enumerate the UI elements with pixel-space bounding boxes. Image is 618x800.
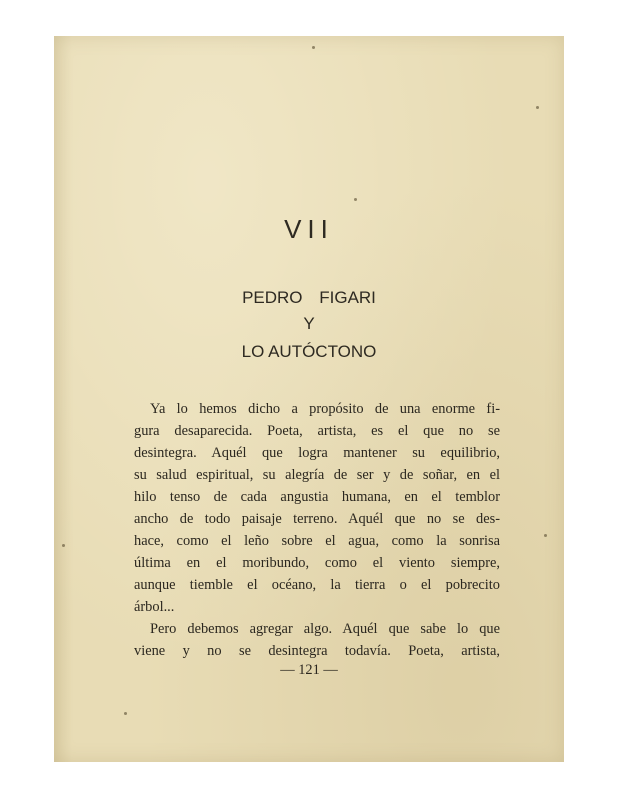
body-line: árbol... [134,599,175,615]
body-line: última en el moribundo, como el viento siempre, [134,555,500,571]
body-line: su salud espiritual, su alegría de ser y de soñar, en el [134,467,500,483]
body-line: viene y no se desintegra todavía. Poeta, artista, [134,643,500,659]
body-line: Pero debemos agregar algo. Aquél que sabe lo que [150,621,500,637]
paper-speck [62,544,65,547]
body-line: hace, como el leño sobre el agua, como la sonrisa [134,533,500,549]
body-line: Ya lo hemos dicho a propósito de una enorme fi- [150,401,500,417]
body-line: ancho de todo paisaje terreno. Aquél que no se des- [134,511,500,527]
chapter-title-line-1: PEDRO FIGARI [242,288,376,307]
body-line: hilo tenso de cada angustia humana, en el temblor [134,489,500,505]
paper-speck [544,534,547,537]
body-line: desintegra. Aquél que logra mantener su equilibrio, [134,445,500,461]
paper-speck [312,46,315,49]
book-page [54,36,564,762]
chapter-number: VII [284,214,334,244]
page-number: — 121 — [280,662,338,678]
body-line: aunque tiemble el océano, la tierra o el pobrecito [134,577,500,593]
paper-speck [536,106,539,109]
body-line: gura desaparecida. Poeta, artista, es el que no se [134,423,500,439]
chapter-title-line-2: Y [303,314,315,333]
paper-speck [354,198,357,201]
body-paragraphs [134,398,500,662]
chapter-title-line-3: LO AUTÓCTONO [241,342,377,361]
paper-speck [124,712,127,715]
